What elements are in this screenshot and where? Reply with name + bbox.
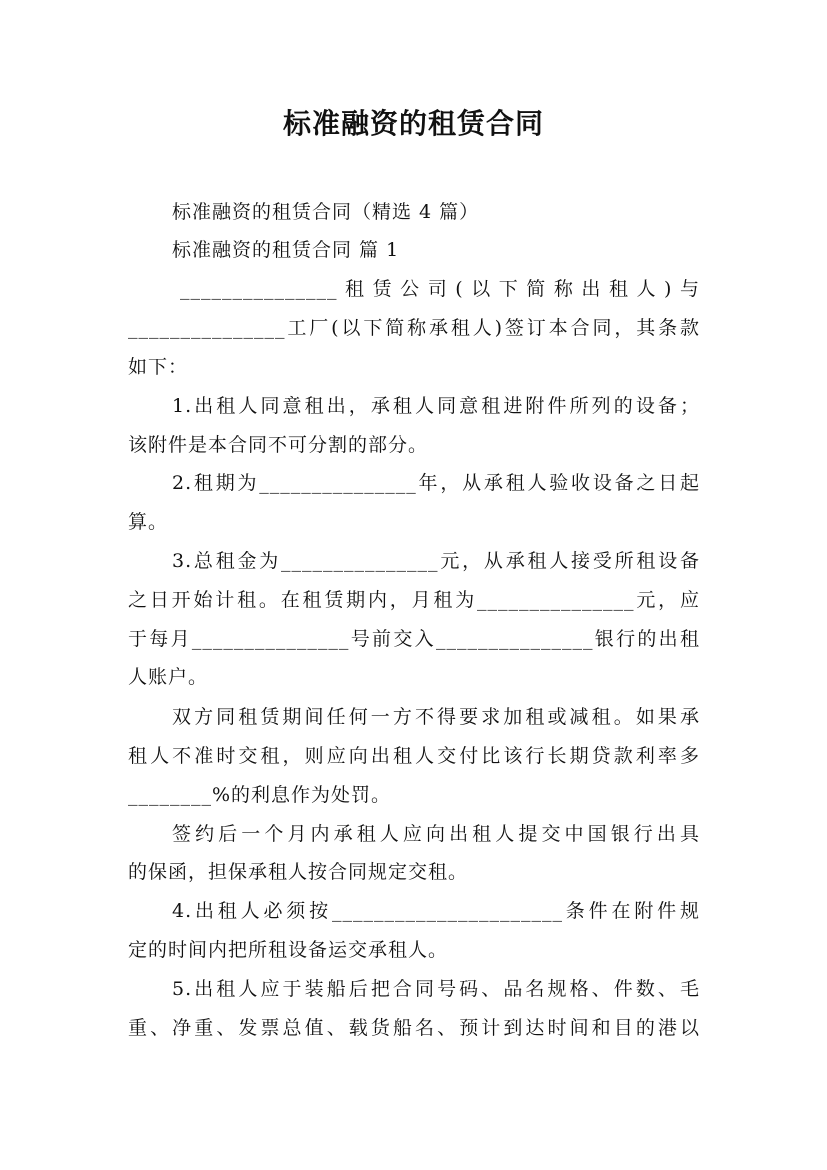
body-line: 定的时间内把所租设备运交承租人。 <box>128 939 449 961</box>
body-line: 5.出租人应于装船后把合同号码、品名规格、件数、毛 <box>172 978 700 1000</box>
body-line: 4.出租人必须按______________________条件在附件规 <box>172 900 700 922</box>
body-line: 2.租期为_______________年，从承租人验收设备之日起 <box>172 472 700 494</box>
subtitle-line: 标准融资的租赁合同（精选 4 篇） <box>172 201 480 223</box>
body-line: 人账户。 <box>128 666 209 688</box>
body-line: _______________工厂(以下简称承租人)签订本合同，其条款 <box>128 317 700 339</box>
body-line: 算。 <box>128 511 169 533</box>
section-heading: 标准融资的租赁合同 篇 1 <box>172 239 400 261</box>
body-line: 3.总租金为_______________元，从承租人接受所租设备 <box>172 550 700 572</box>
document-title: 标准融资的租赁合同 <box>282 107 544 140</box>
body-line: 如下： <box>128 356 189 378</box>
body-line: 租人不准时交租，则应向出租人交付比该行长期贷款利率多 <box>128 745 700 767</box>
body-line: 1.出租人同意租出，承租人同意租进附件所列的设备； <box>172 395 700 417</box>
body-line: 之日开始计租。在租赁期内，月租为_______________元，应 <box>128 589 700 611</box>
body-line: 签约后一个月内承租人应向出租人提交中国银行出具 <box>172 823 700 845</box>
body-line: 的保函，担保承租人按合同规定交租。 <box>128 861 469 883</box>
body-line: 该附件是本合同不可分割的部分。 <box>128 434 429 456</box>
body-line: 双方同租赁期间任何一方不得要求加租或减租。如果承 <box>172 706 700 728</box>
body-line: 重、净重、发票总值、载货船名、预计到达时间和目的港以 <box>128 1017 700 1039</box>
body-line: 于每月_______________号前交入_______________银行的出租 <box>128 628 700 650</box>
body-line: ________%的利息作为处罚。 <box>128 784 392 806</box>
body-line: _______________租赁公司(以下简称出租人)与 <box>180 278 700 300</box>
